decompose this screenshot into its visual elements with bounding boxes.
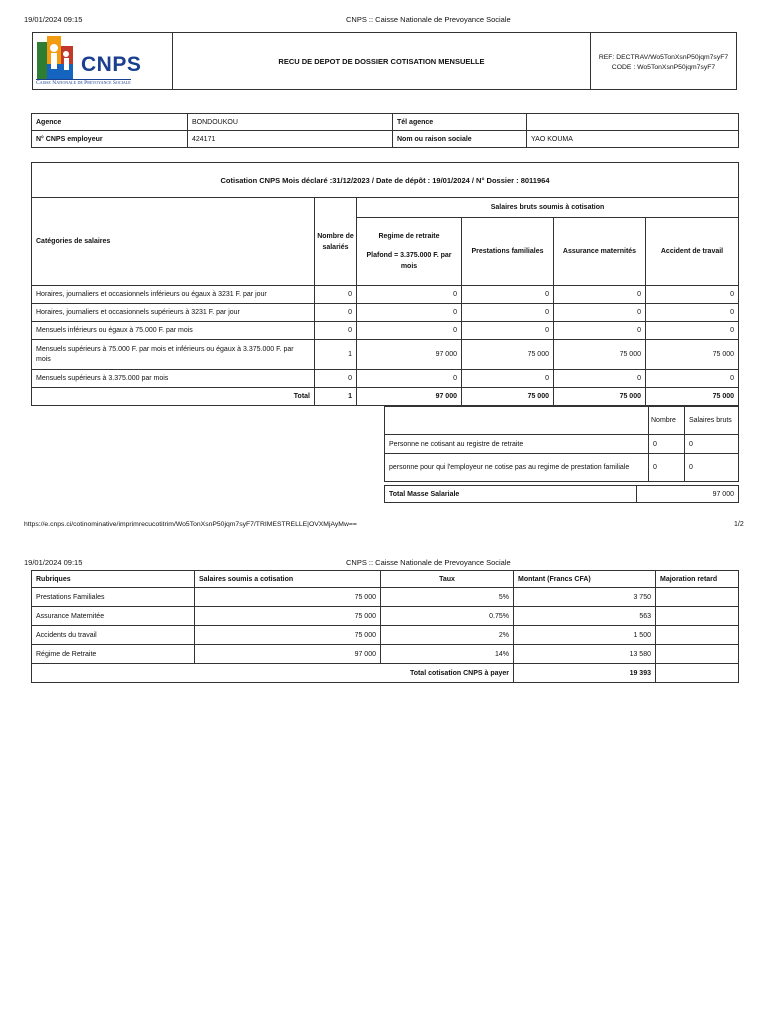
tel-agence-label: Tél agence: [393, 114, 527, 131]
rubrique: Accidents du travail: [32, 626, 195, 645]
table-row: [32, 370, 739, 388]
summary-row-label: Personne ne cotisant au registre de retraite: [385, 435, 649, 454]
summary-row-salaires: 0: [685, 454, 739, 482]
table-row: [32, 322, 739, 340]
cotisation-table: [31, 162, 739, 406]
row-label: Mensuels supérieurs à 3.375.000 par mois: [32, 370, 315, 388]
masse-salariale-table: [384, 485, 739, 503]
col-prestations: Prestations familiales: [462, 218, 554, 286]
table-row: [32, 588, 739, 607]
employeur-label: N° CNPS employeur: [32, 131, 188, 148]
total-cotisation-value: 19 393: [514, 664, 656, 683]
taux: 0.75%: [381, 607, 514, 626]
row-label: Horaires, journaliers et occasionnels supérieurs à 3231 F. par jour: [32, 304, 315, 322]
employeur-value: 424171: [188, 131, 393, 148]
col-maternite: Assurance maternités: [554, 218, 646, 286]
cotisation-detail-table: [31, 570, 739, 683]
row-nombre: 0: [315, 304, 357, 322]
row-label: Mensuels supérieurs à 75.000 F. par mois et inférieurs ou égaux à 3.375.000 F. par mois: [32, 340, 315, 370]
masse-salariale-label: Total Masse Salariale: [385, 486, 637, 503]
summary-col-salaires: Salaires bruts: [685, 407, 739, 435]
reference-box: [591, 32, 737, 90]
row-maternite: 0: [554, 304, 646, 322]
summary-row-nombre: 0: [649, 435, 685, 454]
total-majoration: [656, 664, 739, 683]
table-row: [32, 645, 739, 664]
page1-header-date: 19/01/2024 09:15: [24, 15, 83, 24]
tel-agence-value: [527, 114, 739, 131]
row-maternite: 0: [554, 322, 646, 340]
row-nombre: 0: [315, 286, 357, 304]
cnps-logo-icon: [37, 36, 77, 82]
rubrique: Prestations Familiales: [32, 588, 195, 607]
row-accident: 0: [646, 322, 739, 340]
raison-sociale-value: YAO KOUMA: [527, 131, 739, 148]
col-retraite-plafond: Plafond = 3.375.000 F. par mois: [366, 252, 452, 270]
code-line: CODE : Wo5TonXsnP50jqm7syF7: [611, 64, 716, 71]
col-majoration: Majoration retard: [656, 571, 739, 588]
row-maternite: 75 000: [554, 340, 646, 370]
document-title: RECU DE DEPOT DE DOSSIER COTISATION MENSUELLE: [173, 32, 591, 90]
row-retraite: 0: [357, 286, 462, 304]
col-retraite-title: Regime de retraite: [378, 233, 440, 240]
row-label: Horaires, journaliers et occasionnels inférieurs ou égaux à 3231 F. par jour: [32, 286, 315, 304]
summary-row-label: personne pour qui l'employeur ne cotise pas au regime de prestation familiale: [385, 454, 649, 482]
row-retraite: 0: [357, 370, 462, 388]
table-row: [32, 340, 739, 370]
page2-header-date: 19/01/2024 09:15: [24, 558, 83, 567]
col-taux: Taux: [381, 571, 514, 588]
summary-col-nombre: Nombre: [649, 407, 685, 435]
page2-header-title: CNPS :: Caisse Nationale de Prevoyance Sociale: [346, 558, 511, 567]
majoration: [656, 588, 739, 607]
total-retraite: 97 000: [357, 388, 462, 406]
montant: 3 750: [514, 588, 656, 607]
row-retraite: 97 000: [357, 340, 462, 370]
masse-salariale-value: 97 000: [637, 486, 739, 503]
row-nombre: 0: [315, 322, 357, 340]
cotisation-title: Cotisation CNPS Mois déclaré :31/12/2023 / Date de dépôt : 19/01/2024 / N° Dossier : 8011964: [32, 163, 739, 198]
col-retraite: [357, 218, 462, 286]
raison-sociale-label: Nom ou raison sociale: [393, 131, 527, 148]
total-row: [32, 664, 739, 683]
logo-subtitle: Caisse Nationale de Prevoyance Sociale: [36, 80, 131, 86]
summary-row-nombre: 0: [649, 454, 685, 482]
summary-row-salaires: 0: [685, 435, 739, 454]
montant: 1 500: [514, 626, 656, 645]
taux: 2%: [381, 626, 514, 645]
reference-line: REF: DECTRAV/Wo5TonXsnP50jqm7syF7: [598, 54, 729, 61]
taux: 5%: [381, 588, 514, 607]
row-prestations: 0: [462, 286, 554, 304]
table-row: [385, 435, 739, 454]
table-row: [32, 304, 739, 322]
majoration: [656, 607, 739, 626]
page1-header-title: CNPS :: Caisse Nationale de Prevoyance Sociale: [346, 15, 511, 24]
total-nombre: 1: [315, 388, 357, 406]
row-nombre: 0: [315, 370, 357, 388]
rubrique: Assurance Maternitée: [32, 607, 195, 626]
montant: 563: [514, 607, 656, 626]
row-retraite: 0: [357, 322, 462, 340]
agence-value: BONDOUKOU: [188, 114, 393, 131]
rubrique: Régime de Retraite: [32, 645, 195, 664]
total-cotisation-label: Total cotisation CNPS à payer: [32, 664, 514, 683]
row-maternite: 0: [554, 370, 646, 388]
row-label: Mensuels inférieurs ou égaux à 75.000 F. par mois: [32, 322, 315, 340]
col-rubriques: Rubriques: [32, 571, 195, 588]
col-salaires-soumis: Salaires soumis a cotisation: [195, 571, 381, 588]
total-prestations: 75 000: [462, 388, 554, 406]
total-maternite: 75 000: [554, 388, 646, 406]
row-prestations: 0: [462, 304, 554, 322]
summary-empty-header: [385, 407, 649, 435]
majoration: [656, 645, 739, 664]
row-prestations: 75 000: [462, 340, 554, 370]
col-salaires-group: Salaires bruts soumis à cotisation: [357, 198, 739, 218]
total-label: Total: [32, 388, 315, 406]
table-row: [32, 626, 739, 645]
row-accident: 0: [646, 304, 739, 322]
table-row: [385, 454, 739, 482]
col-accident: Accident de travail: [646, 218, 739, 286]
salaires: 97 000: [195, 645, 381, 664]
salaires: 75 000: [195, 588, 381, 607]
row-prestations: 0: [462, 322, 554, 340]
total-row: [32, 388, 739, 406]
salaires: 75 000: [195, 607, 381, 626]
col-nombre: Nombre de salariés: [315, 198, 357, 286]
table-row: [32, 607, 739, 626]
taux: 14%: [381, 645, 514, 664]
agence-label: Agence: [32, 114, 188, 131]
table-row: [32, 286, 739, 304]
salaires: 75 000: [195, 626, 381, 645]
row-maternite: 0: [554, 286, 646, 304]
row-accident: 0: [646, 370, 739, 388]
row-accident: 0: [646, 286, 739, 304]
footer-url: https://e.cnps.ci/cotinominative/imprimrecucotitrim/Wo5TonXsnP50jqm7syF7/TRIMESTRELLE|OVXMjAyMw==: [24, 521, 357, 528]
logo-box: [32, 32, 173, 90]
salaries-summary-table: [384, 406, 739, 482]
col-montant: Montant (Francs CFA): [514, 571, 656, 588]
row-prestations: 0: [462, 370, 554, 388]
footer-page-number: 1/2: [734, 521, 744, 528]
montant: 13 580: [514, 645, 656, 664]
total-accident: 75 000: [646, 388, 739, 406]
info-table: [31, 113, 739, 148]
majoration: [656, 626, 739, 645]
row-accident: 75 000: [646, 340, 739, 370]
row-retraite: 0: [357, 304, 462, 322]
row-nombre: 1: [315, 340, 357, 370]
logo-text: CNPS: [81, 53, 142, 76]
col-categories: Catégories de salaires: [32, 198, 315, 286]
